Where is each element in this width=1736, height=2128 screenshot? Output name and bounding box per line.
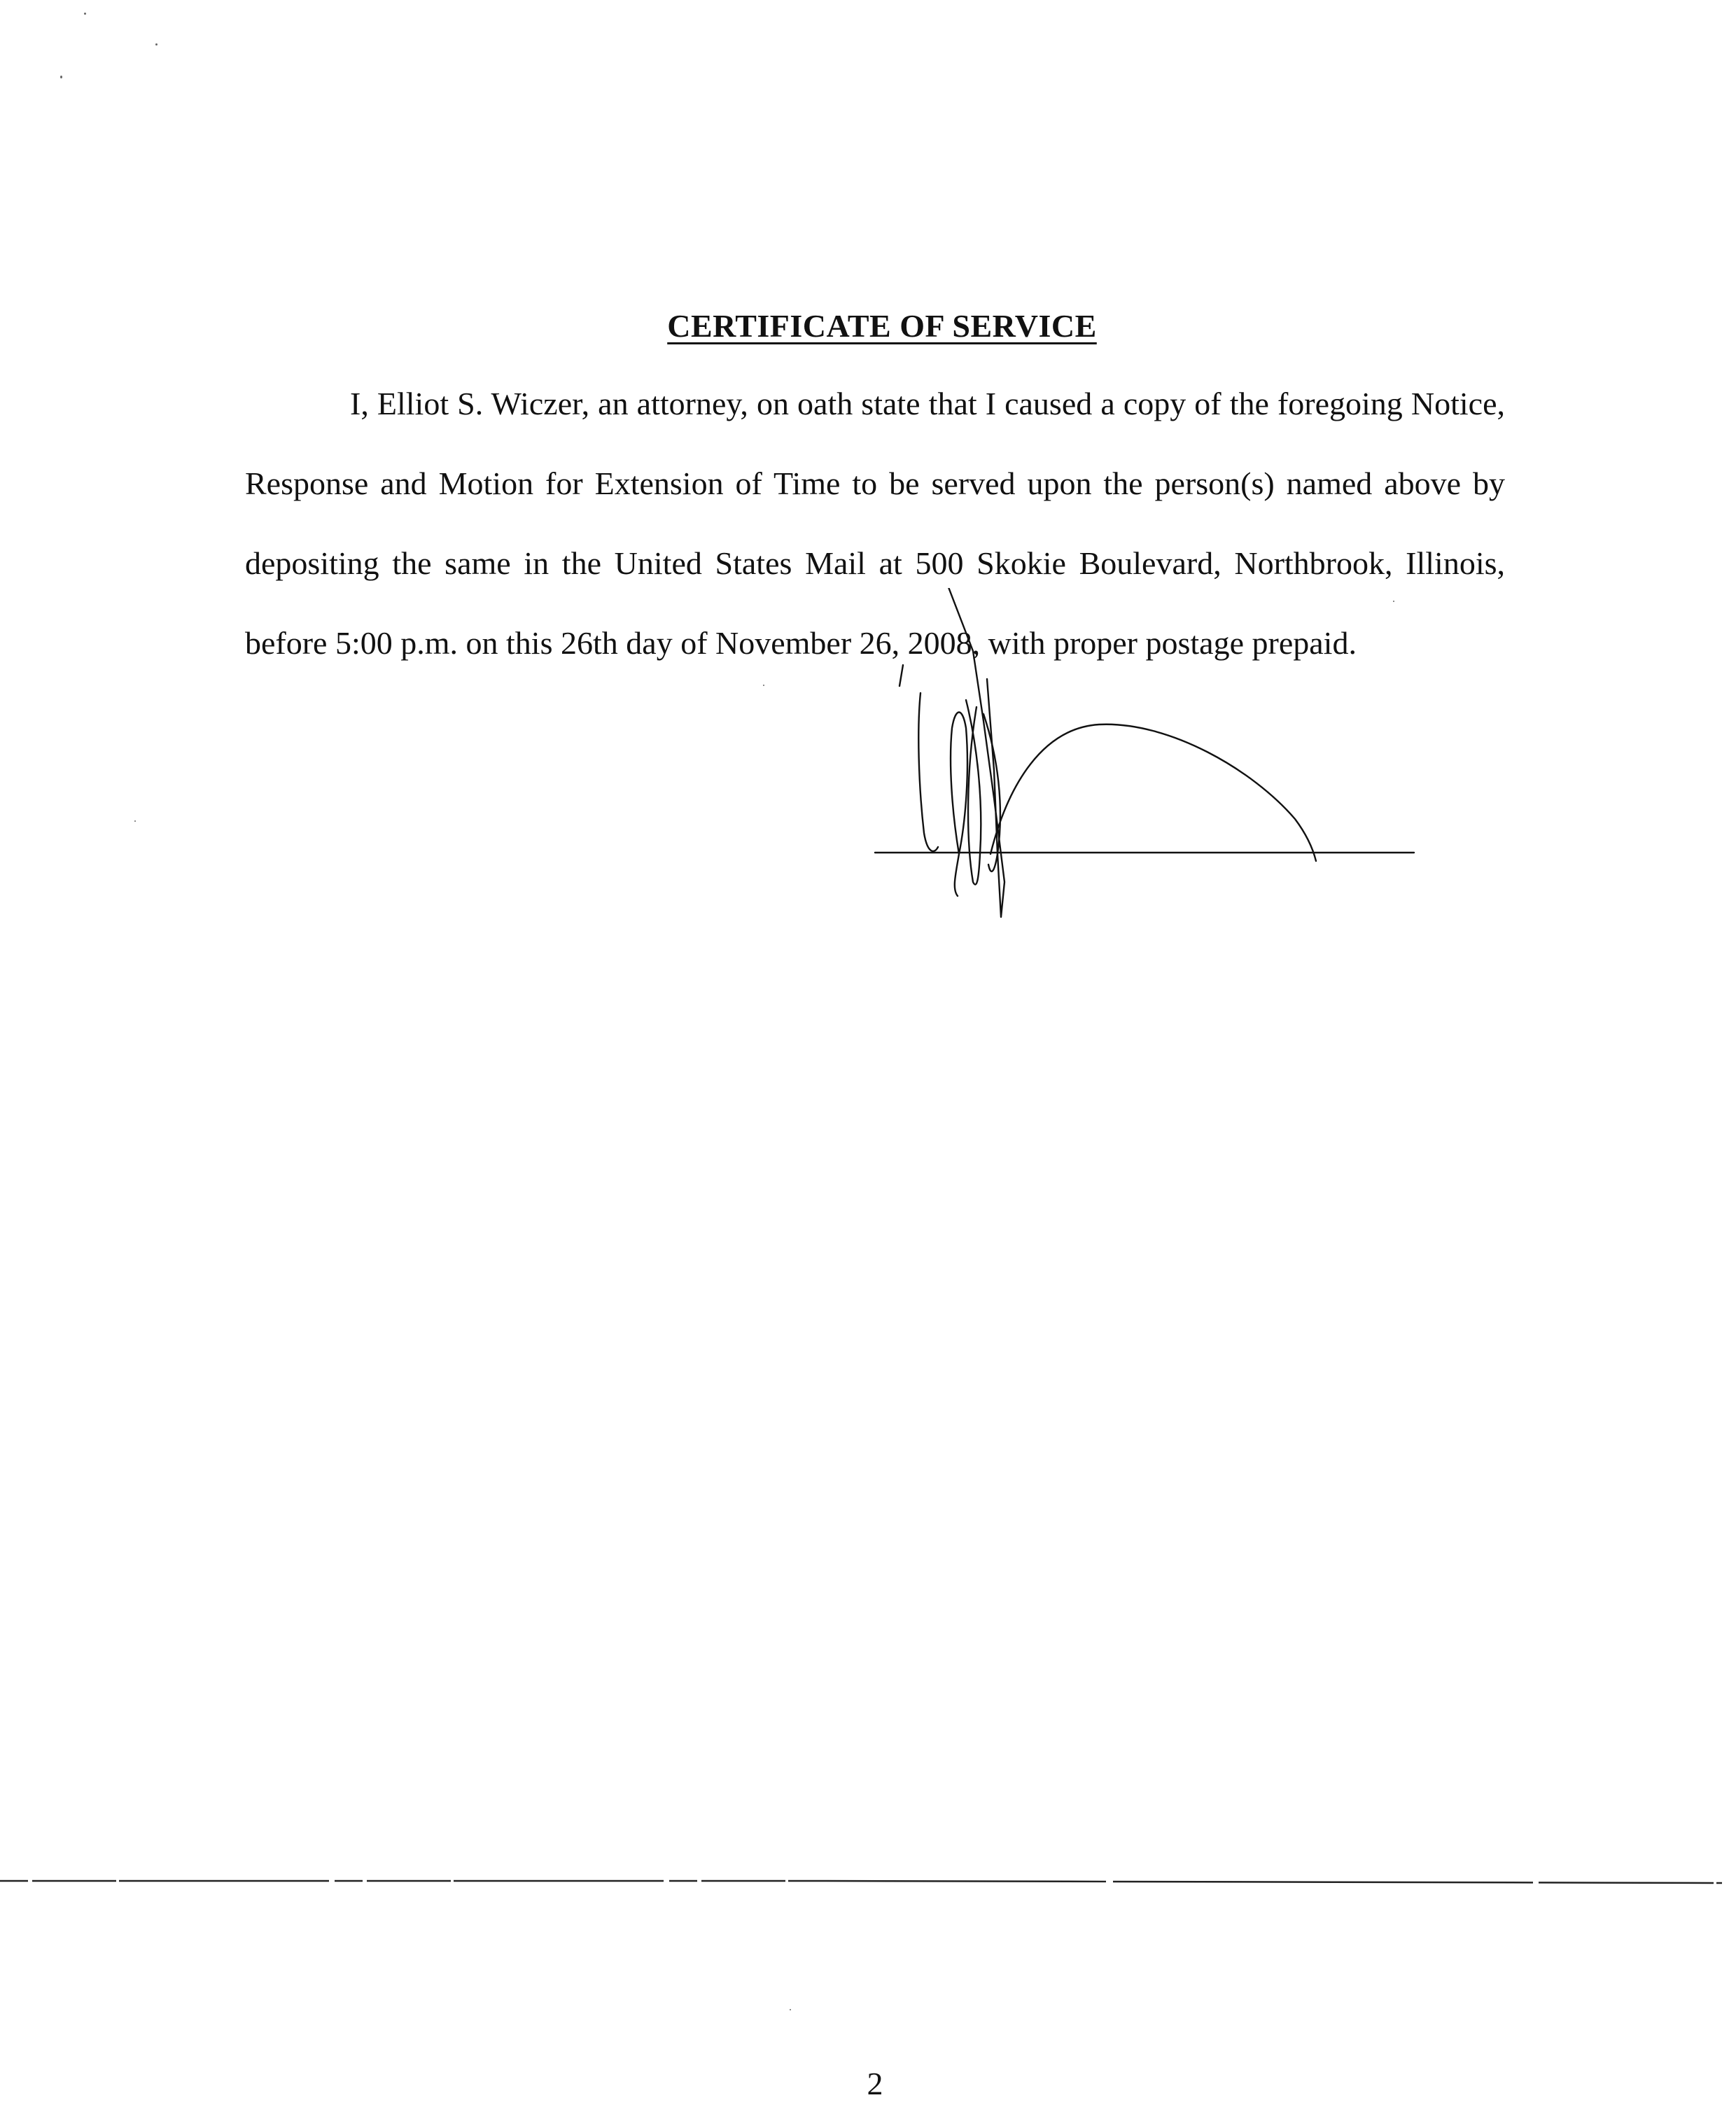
certificate-body: I, Elliot S. Wiczer, an attorney, on oath state that I caused a copy of the foregoing Notice, Response and Motion for Extension of Time to be served upon the person(s) named above by depositing the same in the United States Mail at 500 Skokie Boulevard, Northbrook, Illinois, before 5:00 p.m. on this 26th day of November 26, 2008, with proper postage prepaid. <box>245 386 1505 661</box>
scan-speck <box>155 43 158 46</box>
certificate-title: CERTIFICATE OF SERVICE <box>667 307 1097 344</box>
scan-speck <box>763 685 764 686</box>
signature-stroke <box>899 665 903 686</box>
signature-stroke <box>966 700 981 885</box>
signature-stroke <box>990 724 1316 861</box>
signature-stroke <box>918 693 938 851</box>
scan-speck <box>790 2009 791 2010</box>
signature <box>861 588 1435 938</box>
scan-speck <box>60 76 62 78</box>
signature-stroke <box>951 713 967 897</box>
scan-speck <box>84 13 86 15</box>
page-number: 2 <box>867 2066 883 2101</box>
footer-rule <box>0 1878 1722 1885</box>
scan-speck <box>134 820 136 822</box>
